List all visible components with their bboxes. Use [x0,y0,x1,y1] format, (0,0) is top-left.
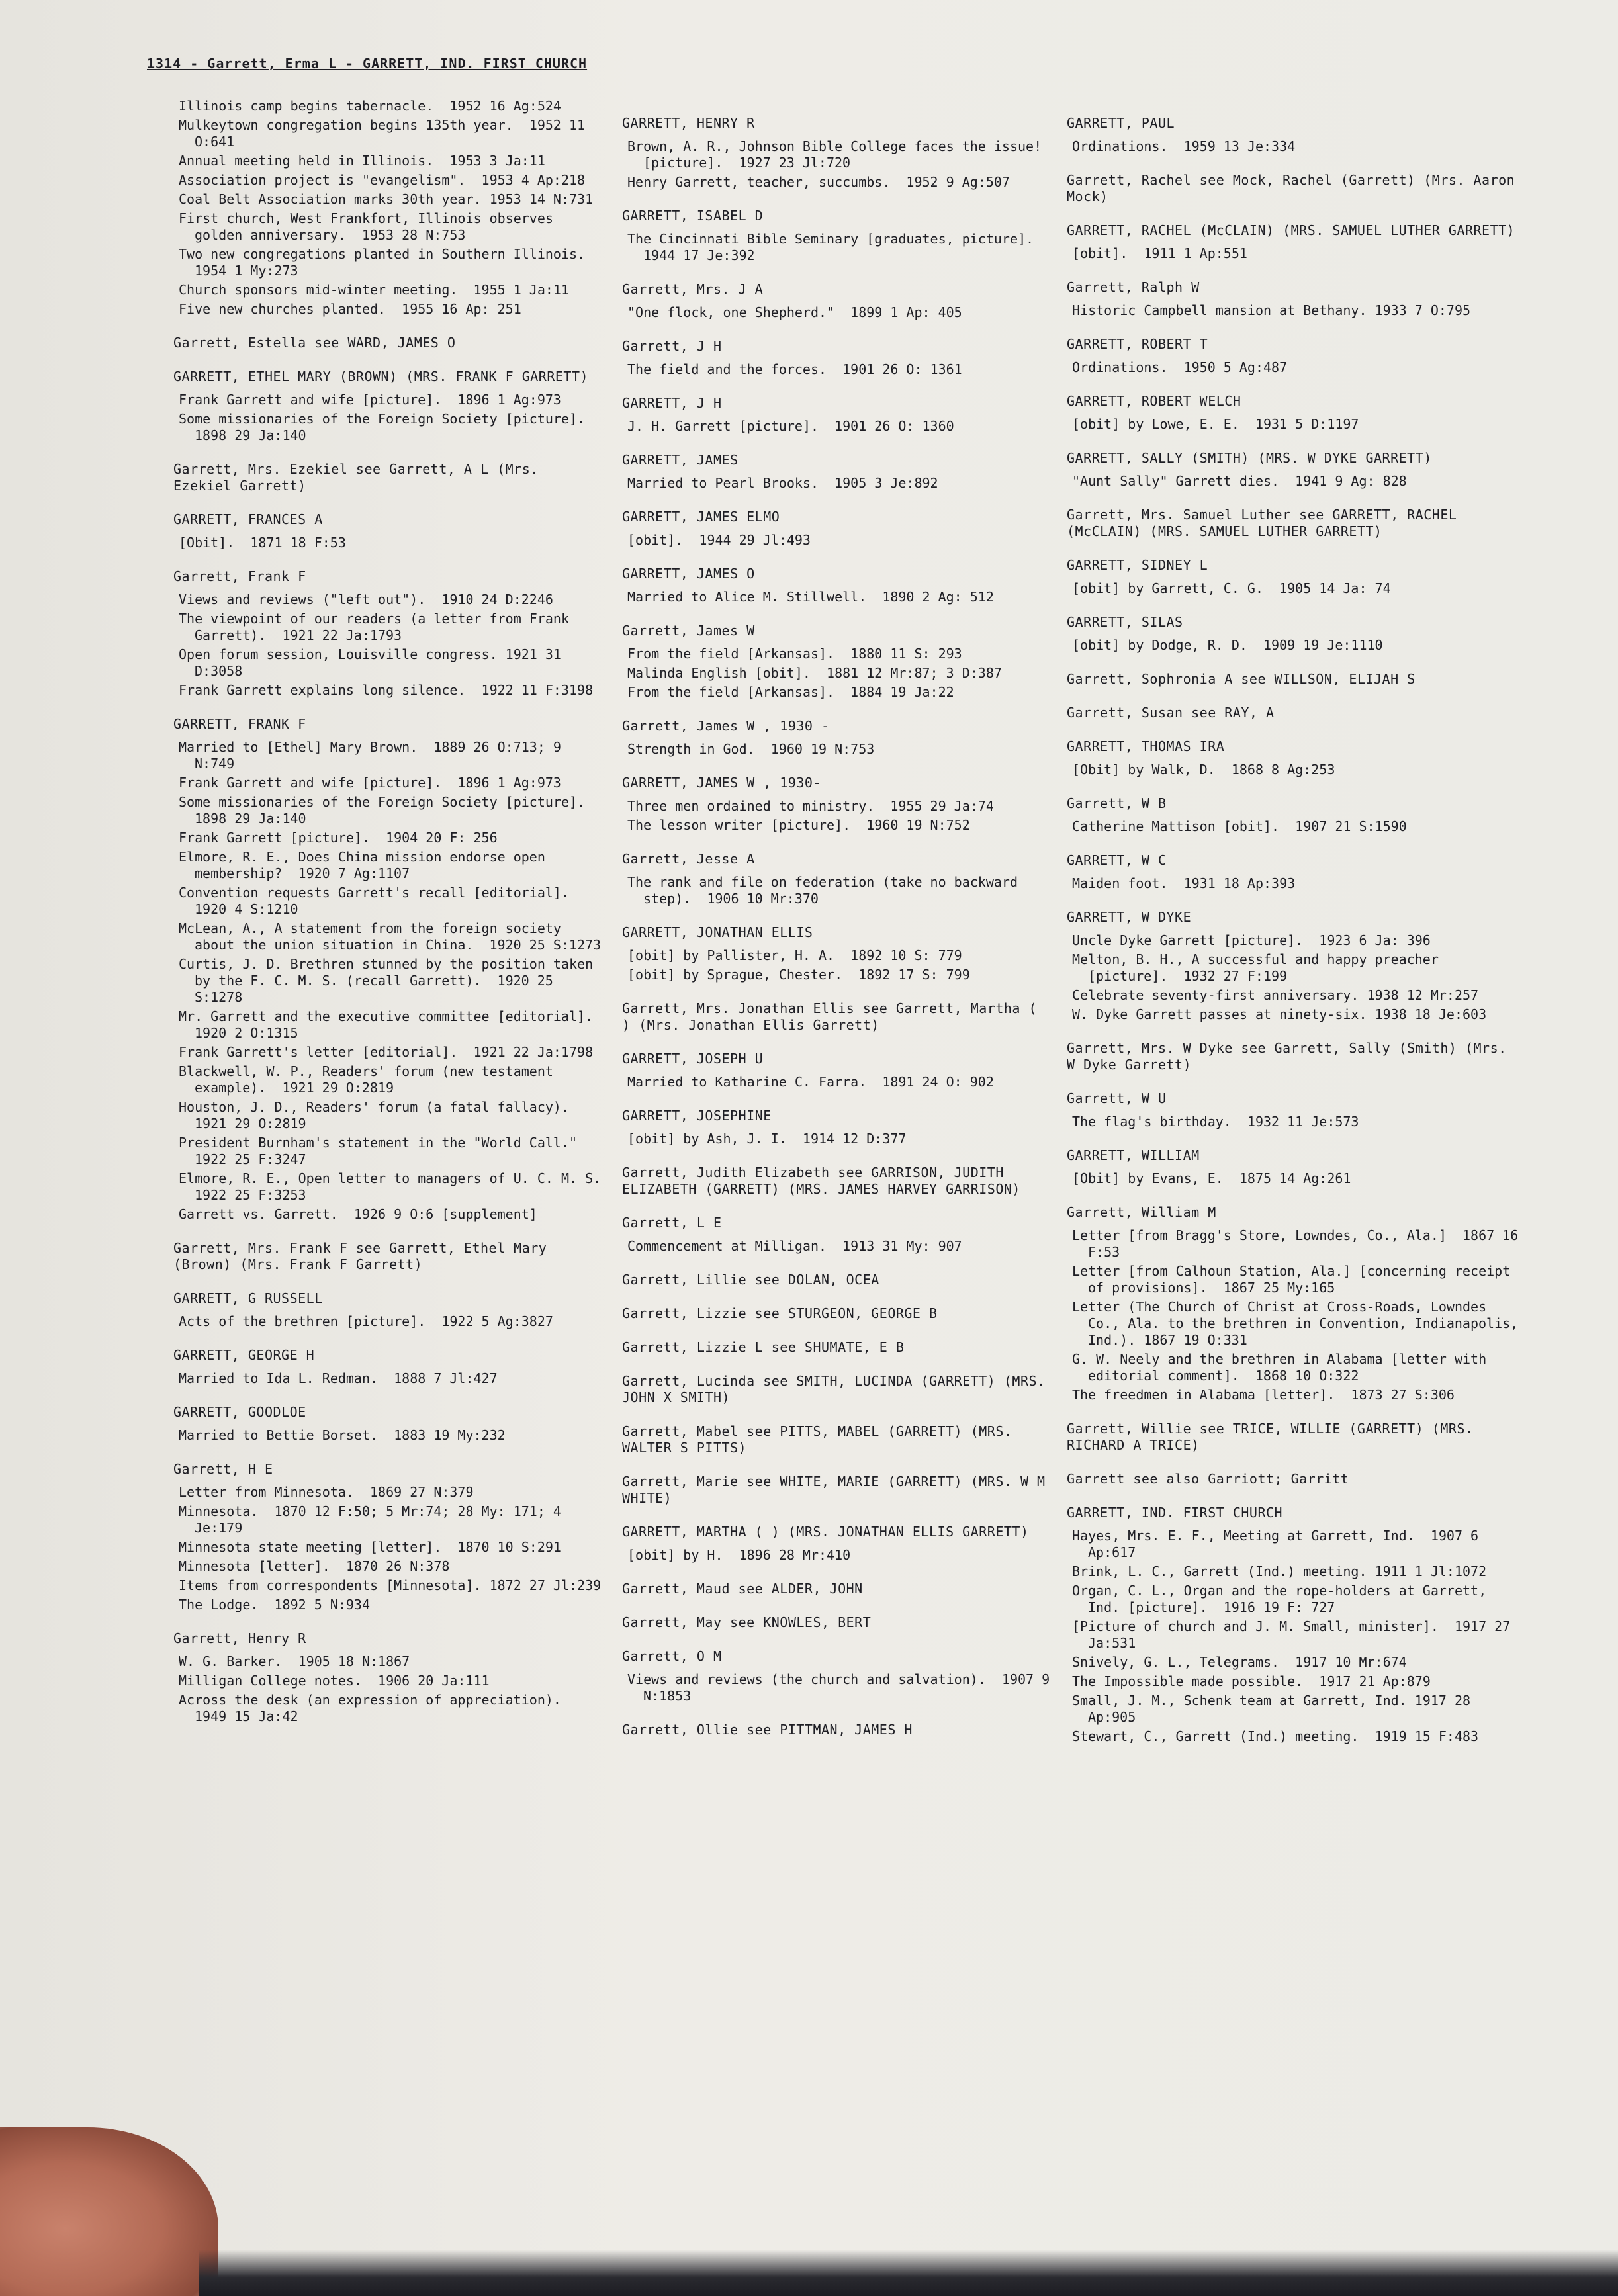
index-entry: Elmore, R. E., Does China mission endorse open membership? 1920 7 Ag:1107 [179,849,553,881]
index-heading: Garrett, James W [622,623,755,639]
index-entry: Items from correspondents [Minnesota]. 1872 27 Jl:239 [179,1577,602,1593]
index-entry: Minnesota state meeting [letter]. 1870 10 S:291 [179,1539,561,1555]
index-heading: Garrett, Sophronia A see WILLSON, ELIJAH S [1067,671,1416,687]
index-heading: GARRETT, IND. FIRST CHURCH [1067,1505,1283,1521]
index-entry: Snively, G. L., Telegrams. 1917 10 Mr:674 [1072,1654,1407,1670]
index-heading: Garrett, Mrs. Samuel Luther see GARRETT, RACHEL (McCLAIN) (MRS. SAMUEL LUTHER GARRETT) [1067,507,1457,539]
index-entry: Five new churches planted. 1955 16 Ap: 251 [179,301,521,317]
index-entry: [obit]. 1944 29 Jl:493 [627,532,811,548]
index-entry: Some missionaries of the Foreign Society [picture]. 1898 29 Ja:140 [179,411,602,443]
index-entry: W. Dyke Garrett passes at ninety-six. 1938 18 Je:603 [1072,1006,1487,1022]
index-entry: Views and reviews (the church and salvation). 1907 9 N:1853 [627,1671,1058,1704]
index-entry: The viewpoint of our readers (a letter from Frank Garrett). 1921 22 Ja:1793 [179,611,578,643]
index-heading: GARRETT, ROBERT T [1067,336,1208,352]
index-heading: GARRETT, MARTHA ( ) (MRS. JONATHAN ELLIS GARRETT) [622,1524,1029,1540]
index-column-1 [173,98,617,1728]
index-entry: Church sponsors mid-winter meeting. 1955 1 Ja:11 [179,282,570,298]
index-heading: GARRETT, JAMES [622,452,739,468]
index-entry: Coal Belt Association marks 30th year. 1953 14 N:731 [179,191,594,207]
index-entry: Commencement at Milligan. 1913 31 My: 907 [627,1238,962,1254]
index-entry: Frank Garrett [picture]. 1904 20 F: 256 [179,830,498,846]
index-entry: The rank and file on federation (take no backward step). 1906 10 Mr:370 [627,874,1026,906]
index-heading: GARRETT, FRANK F [173,716,306,732]
index-heading: GARRETT, JAMES W , 1930- [622,775,821,791]
index-entry: W. G. Barker. 1905 18 N:1867 [179,1654,410,1669]
index-heading: GARRETT, JAMES O [622,566,755,582]
index-entry: [obit] by Ash, J. I. 1914 12 D:377 [627,1131,907,1147]
index-heading: Garrett, Rachel see Mock, Rachel (Garrett) (Mrs. Aaron Mock) [1067,172,1515,204]
index-heading: GARRETT, J H [622,395,722,411]
index-entry: Across the desk (an expression of appreciation). 1949 15 Ja:42 [179,1692,578,1724]
thumb-overlay [0,2127,218,2296]
index-entry: The Impossible made possible. 1917 21 Ap:879 [1072,1673,1431,1689]
index-entry: Mulkeytown congregation begins 135th year. 1952 11 O:641 [179,117,594,150]
index-entry: First church, West Frankfort, Illinois observes golden anniversary. 1953 28 N:753 [179,210,561,243]
index-heading: GARRETT, JOSEPH U [622,1051,764,1067]
index-entry: Married to Alice M. Stillwell. 1890 2 Ag: 512 [627,589,994,605]
index-heading: Garrett, W B [1067,795,1167,811]
index-entry: Stewart, C., Garrett (Ind.) meeting. 1919 15 F:483 [1072,1728,1479,1744]
index-heading: Garrett, Estella see WARD, JAMES O [173,335,456,351]
index-entry: Houston, J. D., Readers' forum (a fatal fallacy). 1921 29 O:2819 [179,1099,586,1131]
index-heading: Garrett, May see KNOWLES, BERT [622,1614,872,1630]
index-heading: Garrett see also Garriott; Garritt [1067,1471,1349,1487]
index-entry: Association project is "evangelism". 1953 4 Ap:218 [179,172,586,188]
index-entry: Married to [Ethel] Mary Brown. 1889 26 O:713; 9 N:749 [179,739,570,772]
index-entry: "Aunt Sally" Garrett dies. 1941 9 Ag: 828 [1072,473,1407,489]
index-entry: The Cincinnati Bible Seminary [graduates, picture]. 1944 17 Je:392 [627,231,1050,263]
index-entry: Malinda English [obit]. 1881 12 Mr:87; 3 D:387 [627,665,1002,681]
index-heading: Garrett, H E [173,1461,273,1477]
index-entry: Brink, L. C., Garrett (Ind.) meeting. 1911 1 Jl:1072 [1072,1564,1487,1579]
index-entry: Two new congregations planted in Southern Illinois. 1954 1 My:273 [179,246,602,279]
index-column-2 [622,98,1058,1745]
index-entry: The lesson writer [picture]. 1960 19 N:752 [627,817,970,833]
index-heading: GARRETT, JONATHAN ELLIS [622,924,813,940]
index-entry: [Obit]. 1871 18 F:53 [179,535,346,551]
index-entry: Frank Garrett explains long silence. 1922 11 F:3198 [179,682,594,698]
index-heading: Garrett, J H [622,338,722,354]
index-heading: Garrett, Frank F [173,568,306,584]
index-heading: GARRETT, WILLIAM [1067,1147,1200,1163]
index-entry: Letter from Minnesota. 1869 27 N:379 [179,1484,474,1500]
index-entry: Small, J. M., Schenk team at Garrett, Ind. 1917 28 Ap:905 [1072,1693,1479,1725]
index-entry: Minnesota. 1870 12 F:50; 5 Mr:74; 28 My: 171; 4 Je:179 [179,1503,570,1536]
index-heading: Garrett, Mrs. Frank F see Garrett, Ethel Mary (Brown) (Mrs. Frank F Garrett) [173,1240,547,1272]
index-entry: Convention requests Garrett's recall [editorial]. 1920 4 S:1210 [179,885,586,917]
index-entry: Milligan College notes. 1906 20 Ja:111 [179,1673,490,1689]
index-entry: J. H. Garrett [picture]. 1901 26 O: 1360 [627,418,954,434]
index-entry: Open forum session, Louisville congress. 1921 31 D:3058 [179,646,570,679]
index-heading: GARRETT, RACHEL (McCLAIN) (MRS. SAMUEL LUTHER GARRETT) [1067,222,1515,238]
index-heading: Garrett, L E [622,1215,722,1231]
index-heading: Garrett, Lillie see DOLAN, OCEA [622,1272,879,1288]
index-entry: Frank Garrett and wife [picture]. 1896 1 Ag:973 [179,775,561,791]
index-heading: GARRETT, W C [1067,852,1167,868]
page-header: 1314 - Garrett, Erma L - GARRETT, IND. FIRST CHURCH [147,56,588,71]
index-entry: The field and the forces. 1901 26 O: 1361 [627,361,962,377]
index-entry: Uncle Dyke Garrett [picture]. 1923 6 Ja: 396 [1072,932,1431,948]
index-entry: Henry Garrett, teacher, succumbs. 1952 9 Ag:507 [627,174,1010,190]
index-heading: GARRETT, SALLY (SMITH) (MRS. W DYKE GARRETT) [1067,450,1432,466]
index-heading: Garrett, Willie see TRICE, WILLIE (GARRETT) (MRS. RICHARD A TRICE) [1067,1421,1474,1453]
index-heading: GARRETT, SILAS [1067,614,1183,630]
index-entry: Married to Pearl Brooks. 1905 3 Je:892 [627,475,938,491]
index-heading: GARRETT, GEORGE H [173,1347,315,1363]
index-entry: [obit]. 1911 1 Ap:551 [1072,245,1247,261]
index-entry: [obit] by Pallister, H. A. 1892 10 S: 779 [627,948,962,963]
index-entry: Brown, A. R., Johnson Bible College faces the issue! [picture]. 1927 23 Jl:720 [627,138,1050,171]
index-entry: "One flock, one Shepherd." 1899 1 Ap: 405 [627,304,962,320]
index-heading: GARRETT, SIDNEY L [1067,557,1208,573]
index-heading: Garrett, O M [622,1648,722,1664]
index-entry: Catherine Mattison [obit]. 1907 21 S:1590 [1072,818,1407,834]
index-entry: Some missionaries of the Foreign Society [picture]. 1898 29 Ja:140 [179,794,602,826]
index-heading: GARRETT, ROBERT WELCH [1067,393,1241,409]
index-entry: Curtis, J. D. Brethren stunned by the position taken by the F. C. M. S. (recall Garrett). 1920 25 S:1278 [179,956,602,1005]
index-entry: Ordinations. 1950 5 Ag:487 [1072,359,1288,375]
index-entry: Minnesota [letter]. 1870 26 N:378 [179,1558,450,1574]
index-heading: Garrett, Mrs. Ezekiel see Garrett, A L (Mrs. Ezekiel Garrett) [173,461,539,494]
index-entry: Letter [from Bragg's Store, Lowndes, Co., Ala.] 1867 16 F:53 [1072,1227,1527,1260]
index-entry: The freedmen in Alabama [letter]. 1873 27 S:306 [1072,1387,1455,1403]
index-column-3 [1067,98,1527,1747]
index-heading: GARRETT, THOMAS IRA [1067,738,1225,754]
index-heading: Garrett, Jesse A [622,851,755,867]
index-heading: Garrett, Mrs. W Dyke see Garrett, Sally (Smith) (Mrs. W Dyke Garrett) [1067,1040,1507,1073]
index-heading: Garrett, James W , 1930 - [622,718,830,734]
index-heading: Garrett, William M [1067,1204,1216,1220]
index-entry: The flag's birthday. 1932 11 Je:573 [1072,1114,1359,1129]
index-entry: Ordinations. 1959 13 Je:334 [1072,138,1296,154]
index-entry: President Burnham's statement in the "World Call." 1922 25 F:3247 [179,1135,594,1167]
index-heading: GARRETT, JOSEPHINE [622,1108,772,1124]
index-entry: From the field [Arkansas]. 1880 11 S: 293 [627,646,962,662]
index-entry: Celebrate seventy-first anniversary. 1938 12 Mr:257 [1072,987,1479,1003]
index-entry: Views and reviews ("left out"). 1910 24 D:2246 [179,592,553,607]
index-entry: McLean, A., A statement from the foreign society about the union situation in China. 1920 25 S:1273 [179,920,602,953]
index-entry: Historic Campbell mansion at Bethany. 1933 7 O:795 [1072,302,1471,318]
index-heading: GARRETT, FRANCES A [173,511,323,527]
index-heading: Garrett, Henry R [173,1630,306,1646]
index-heading: Garrett, Mabel see PITTS, MABEL (GARRETT) (MRS. WALTER S PITTS) [622,1423,1012,1456]
index-heading: Garrett, Lizzie see STURGEON, GEORGE B [622,1305,938,1321]
index-entry: G. W. Neely and the brethren in Alabama [letter with editorial comment]. 1868 10 O:322 [1072,1351,1495,1384]
index-entry: [obit] by Lowe, E. E. 1931 5 D:1197 [1072,416,1359,432]
index-entry: [Obit] by Walk, D. 1868 8 Ag:253 [1072,762,1335,777]
index-entry: From the field [Arkansas]. 1884 19 Ja:22 [627,684,954,700]
index-heading: GARRETT, HENRY R [622,115,755,131]
index-heading: Garrett, Ralph W [1067,279,1200,295]
index-heading: GARRETT, ETHEL MARY (BROWN) (MRS. FRANK F GARRETT) [173,369,589,384]
index-heading: Garrett, Mrs. J A [622,281,764,297]
index-entry: Garrett vs. Garrett. 1926 9 O:6 [supplement] [179,1206,537,1222]
index-heading: Garrett, Lizzie L see SHUMATE, E B [622,1339,905,1355]
index-entry: Mr. Garrett and the executive committee [editorial]. 1920 2 O:1315 [179,1008,609,1041]
index-entry: Elmore, R. E., Open letter to managers of U. C. M. S. 1922 25 F:3253 [179,1170,617,1203]
index-entry: The Lodge. 1892 5 N:934 [179,1597,370,1612]
index-entry: [obit] by Sprague, Chester. 1892 17 S: 799 [627,967,970,983]
index-entry: Married to Katharine C. Farra. 1891 24 O: 902 [627,1074,994,1090]
index-entry: [obit] by H. 1896 28 Mr:410 [627,1547,851,1563]
index-heading: GARRETT, JAMES ELMO [622,509,780,525]
index-entry: Illinois camp begins tabernacle. 1952 16 Ag:524 [179,98,561,114]
index-entry: Annual meeting held in Illinois. 1953 3 Ja:11 [179,153,545,169]
page-edge-shadow [199,2250,1618,2296]
index-heading: GARRETT, PAUL [1067,115,1175,131]
index-entry: Frank Garrett and wife [picture]. 1896 1 Ag:973 [179,392,561,408]
index-entry: Blackwell, W. P., Readers' forum (new testament example). 1921 29 O:2819 [179,1063,561,1096]
index-heading: Garrett, Ollie see PITTMAN, JAMES H [622,1722,913,1738]
index-entry: [Obit] by Evans, E. 1875 14 Ag:261 [1072,1170,1351,1186]
index-entry: Maiden foot. 1931 18 Ap:393 [1072,875,1296,891]
index-heading: GARRETT, G RUSSELL [173,1290,323,1306]
index-entry: Acts of the brethren [picture]. 1922 5 Ag:3827 [179,1313,553,1329]
index-entry: Married to Ida L. Redman. 1888 7 Jl:427 [179,1370,498,1386]
index-entry: [obit] by Garrett, C. G. 1905 14 Ja: 74 [1072,580,1391,596]
index-entry: Letter [from Calhoun Station, Ala.] [concerning receipt of provisions]. 1867 25 My:165 [1072,1263,1519,1296]
index-heading: Garrett, Susan see RAY, A [1067,705,1275,721]
index-heading: Garrett, Lucinda see SMITH, LUCINDA (GARRETT) (MRS. JOHN X SMITH) [622,1373,1046,1405]
index-entry: Hayes, Mrs. E. F., Meeting at Garrett, Ind. 1907 6 Ap:617 [1072,1528,1487,1560]
index-entry: Married to Bettie Borset. 1883 19 My:232 [179,1427,506,1443]
index-entry: [Picture of church and J. M. Small, minister]. 1917 27 Ja:531 [1072,1618,1519,1651]
index-heading: Garrett, Mrs. Jonathan Ellis see Garrett, Martha ( ) (Mrs. Jonathan Ellis Garrett) [622,1000,1038,1033]
index-heading: GARRETT, W DYKE [1067,909,1192,925]
index-entry: Melton, B. H., A successful and happy preacher [picture]. 1932 27 F:199 [1072,951,1447,984]
index-heading: Garrett, Maud see ALDER, JOHN [622,1581,863,1597]
index-entry: Organ, C. L., Organ and the rope-holders at Garrett, Ind. [picture]. 1916 19 F: 727 [1072,1583,1495,1615]
index-heading: Garrett, Marie see WHITE, MARIE (GARRETT) (MRS. W M WHITE) [622,1474,1046,1506]
index-entry: Three men ordained to ministry. 1955 29 Ja:74 [627,798,994,814]
index-entry: [obit] by Dodge, R. D. 1909 19 Je:1110 [1072,637,1383,653]
index-heading: GARRETT, ISABEL D [622,208,764,224]
index-heading: Garrett, Judith Elizabeth see GARRISON, JUDITH ELIZABETH (GARRETT) (MRS. JAMES HARVEY GARRISON) [622,1165,1020,1197]
index-entry: Frank Garrett's letter [editorial]. 1921 22 Ja:1798 [179,1044,594,1060]
index-heading: Garrett, W U [1067,1090,1167,1106]
index-heading: GARRETT, GOODLOE [173,1404,306,1420]
index-entry: Strength in God. 1960 19 N:753 [627,741,875,757]
index-entry: Letter (The Church of Christ at Cross-Roads, Lowndes Co., Ala. to the brethren in Convention, Indianapolis, Ind.). 1867 19 O:331 [1072,1299,1527,1348]
